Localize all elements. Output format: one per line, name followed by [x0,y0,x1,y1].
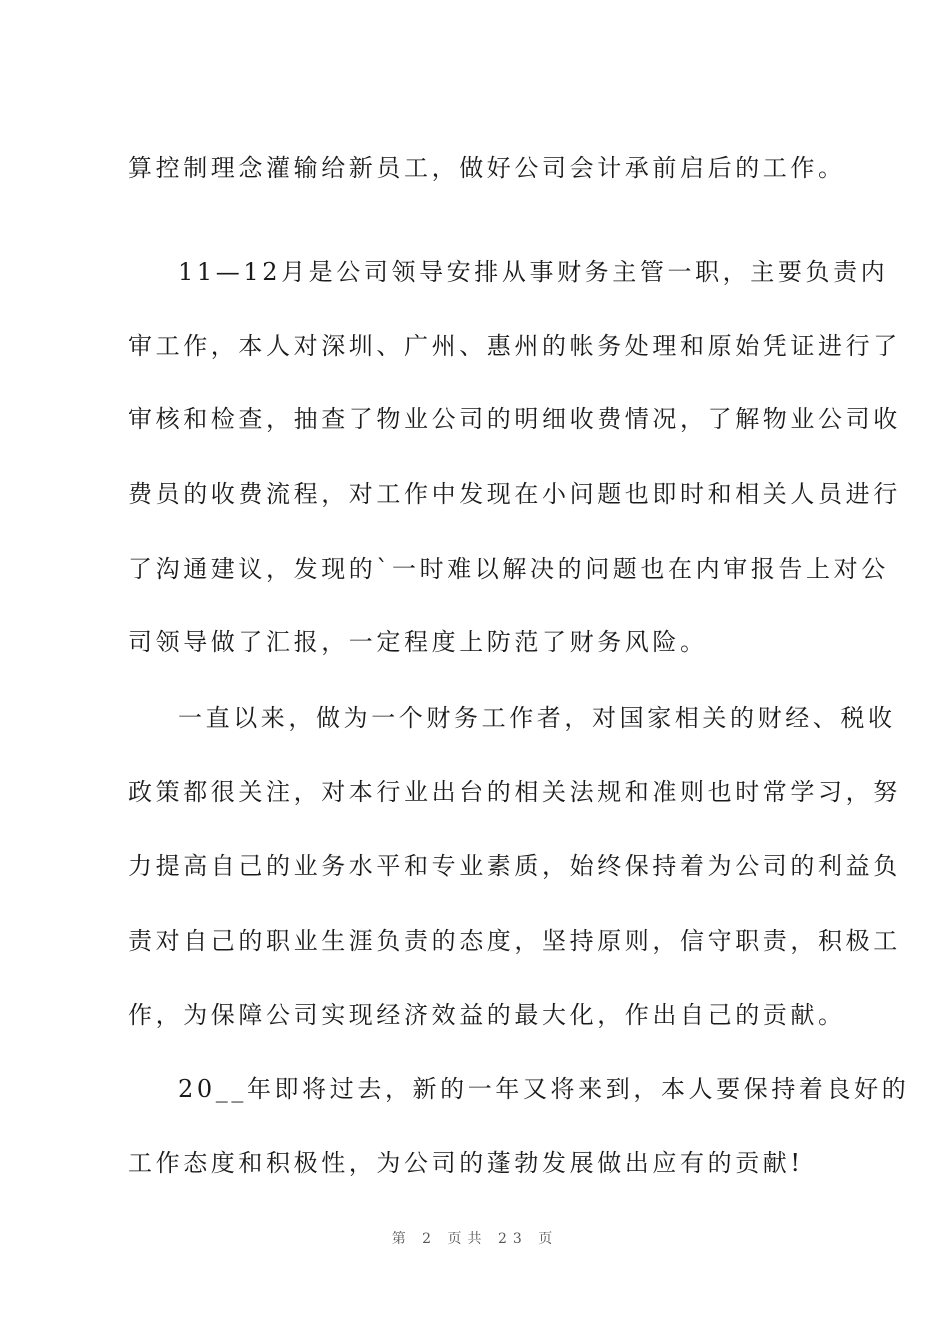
text-line-10: 力提高自己的业务水平和专业素质，始终保持着为公司的利益负 [128,852,901,880]
text-line-9: 政策都很关注，对本行业出台的相关法规和准则也时常学习，努 [128,778,901,806]
text-line-13: 20__年即将过去，新的一年又将来到，本人要保持着良好的 [178,1075,910,1103]
page-footer: 第 2 页共 23 页 [391,1231,559,1247]
text-line-5: 费员的收费流程，对工作中发现在小问题也即时和相关人员进行 [128,480,901,508]
text-line-12: 作，为保障公司实现经济效益的最大化，作出自己的贡献。 [128,1001,846,1029]
text-line-6: 了沟通建议，发现的`一时难以解决的问题也在内审报告上对公 [128,555,889,583]
text-line-1: 算控制理念灌输给新员工，做好公司会计承前启后的工作。 [128,154,846,182]
text-line-3: 审工作，本人对深圳、广州、惠州的帐务处理和原始凭证进行了 [128,332,901,360]
text-line-11: 责对自己的职业生涯负责的态度，坚持原则，信守职责，积极工 [128,927,901,955]
text-line-14: 工作态度和积极性，为公司的蓬勃发展做出应有的贡献! [128,1149,804,1177]
text-line-7: 司领导做了汇报，一定程度上防范了财务风险。 [128,628,708,656]
text-line-8: 一直以来，做为一个财务工作者，对国家相关的财经、税收 [178,704,896,732]
text-line-2: 11—12月是公司领导安排从事财务主管一职，主要负责内 [178,258,889,286]
text-line-4: 审核和检查，抽查了物业公司的明细收费情况，了解物业公司收 [128,405,901,433]
